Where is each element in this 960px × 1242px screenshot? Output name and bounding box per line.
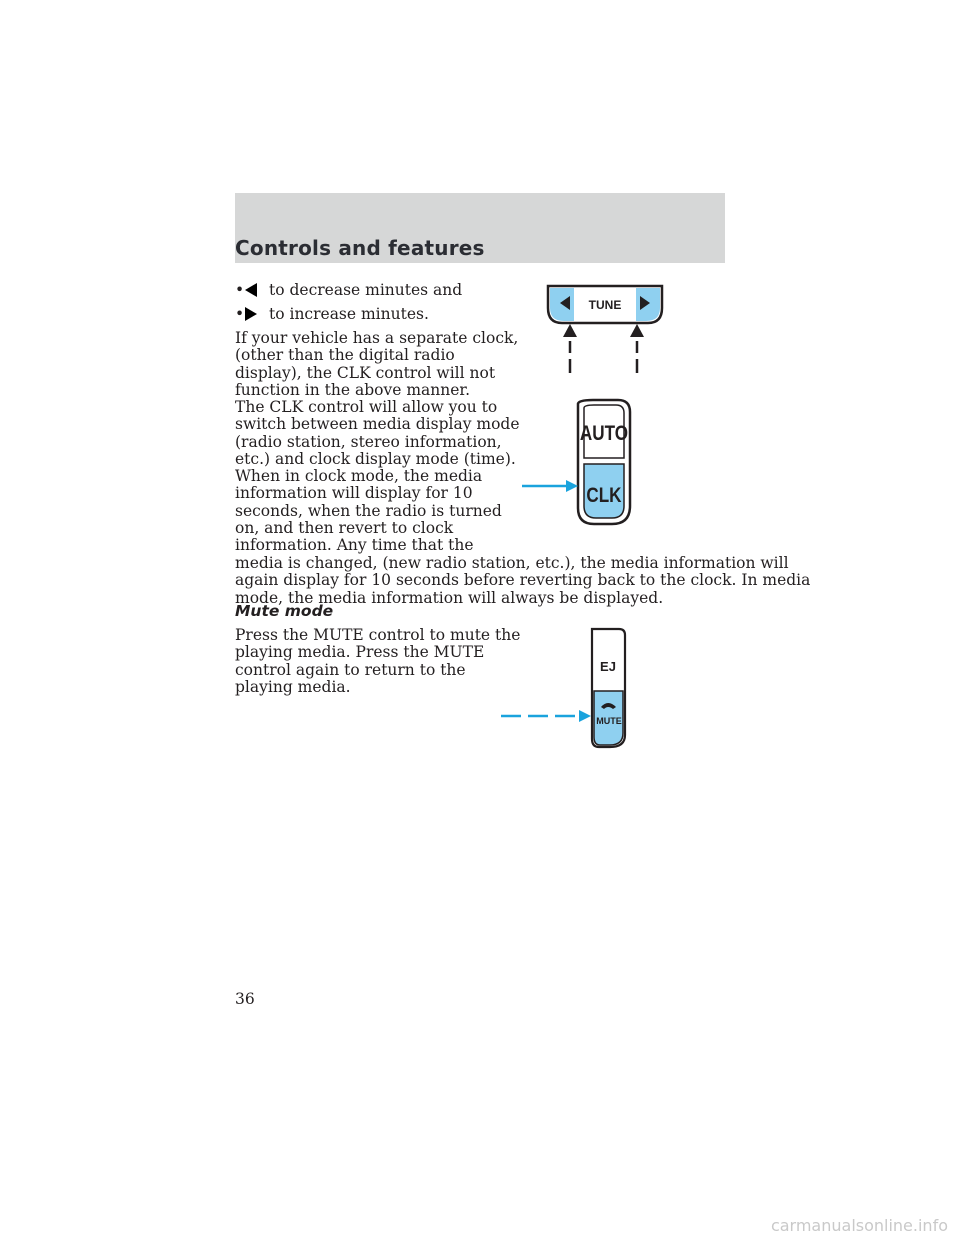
mute-pointer-arrow-icon <box>579 710 591 722</box>
clk-label: CLK <box>586 484 622 508</box>
clk-pointer-arrow-icon <box>566 480 578 492</box>
bullet-dot: • <box>235 281 245 299</box>
auto-label: AUTO <box>579 422 629 446</box>
section-title: Controls and features <box>235 236 485 260</box>
page-number: 36 <box>235 990 255 1008</box>
tune-label: TUNE <box>588 298 622 312</box>
mute-mode-heading: Mute mode <box>235 602 334 620</box>
clk-paragraph-full: media is changed, (new radio station, etc.), the media information will again display for 10 seconds before reverting back to the clock. In media mode, the media information will always be displayed. <box>235 554 811 607</box>
mute-paragraph: Press the MUTE control to mute the playing media. Press the MUTE control again to return to the playing media. <box>235 626 521 696</box>
bullet-decrease-minutes <box>235 281 462 299</box>
tune-control-illustration <box>540 283 670 378</box>
separate-clock-paragraph: If your vehicle has a separate clock, (other than the digital radio display), the CLK control will not function in the above manner. <box>235 329 519 399</box>
mute-label: MUTE <box>596 716 622 726</box>
tune-left-pointer-icon <box>563 324 577 337</box>
tune-right-segment <box>636 288 660 321</box>
ej-label: EJ <box>600 659 616 674</box>
tune-left-segment <box>550 288 574 321</box>
clk-paragraph-wrap: The CLK control will allow you to switch between media display mode (radio station, stereo information, etc.) and clock display mode (time). When in clock mode, the media information will display for 10 seconds, when the radio is turned on, and then revert to clock information. Any time that the <box>235 398 520 555</box>
bullet-text: to increase minutes. <box>269 305 429 323</box>
left-triangle-icon <box>245 283 257 297</box>
auto-clk-control-illustration <box>518 398 638 528</box>
tune-right-pointer-icon <box>630 324 644 337</box>
right-triangle-icon <box>245 307 257 321</box>
bullet-increase-minutes <box>235 305 429 323</box>
watermark: carmanualsonline.info <box>770 1216 948 1235</box>
bullet-dot: • <box>235 305 245 323</box>
ej-mute-control-illustration <box>495 625 635 750</box>
bullet-text: to decrease minutes and <box>269 281 463 299</box>
